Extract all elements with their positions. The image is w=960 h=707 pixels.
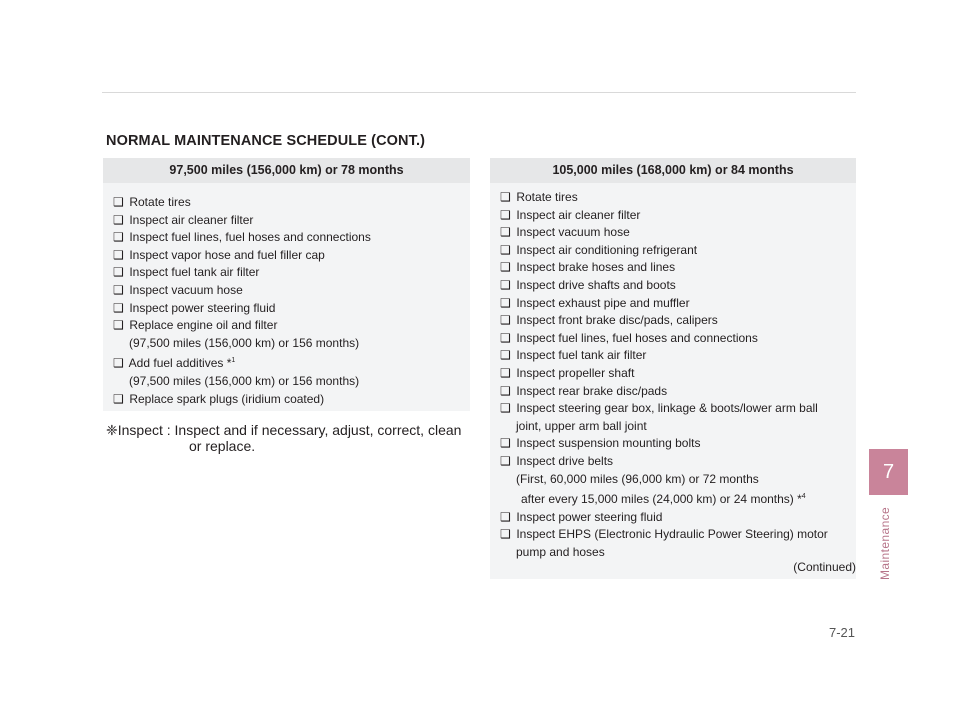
- checkbox-icon: ❑: [500, 277, 511, 292]
- list-item: ❑ Inspect power steering fluid: [113, 300, 470, 318]
- checkbox-icon: ❑: [113, 265, 124, 280]
- checkbox-icon: ❑: [113, 230, 124, 245]
- checkbox-icon: ❑: [113, 282, 124, 297]
- note-line: ❈Inspect : Inspect and if necessary, adjust, correct, clean: [106, 422, 462, 438]
- checkbox-icon: ❑: [113, 356, 124, 371]
- page-number: 7-21: [828, 625, 855, 640]
- list-item: ❑ Inspect suspension mounting bolts: [500, 435, 856, 453]
- checkbox-icon: ❑: [500, 348, 511, 363]
- list-item: ❑ Inspect fuel tank air filter: [500, 347, 856, 365]
- list-item: ❑ Inspect air conditioning refrigerant: [500, 242, 856, 260]
- checkbox-icon: ❑: [500, 207, 511, 222]
- checkbox-icon: ❑: [500, 365, 511, 380]
- list-item: ❑ Inspect air cleaner filter: [500, 207, 856, 225]
- list-item-detail: joint, upper arm ball joint: [516, 418, 647, 433]
- chapter-tab: 7: [869, 449, 908, 495]
- list-item: ❑ Inspect rear brake disc/pads: [500, 383, 856, 401]
- section-title: NORMAL MAINTENANCE SCHEDULE (CONT.): [106, 133, 426, 149]
- list-item: ❑ Inspect vacuum hose: [500, 224, 856, 242]
- checkbox-icon: ❑: [113, 195, 124, 209]
- schedule-card-97500: [103, 158, 470, 411]
- list-item: ❑ Inspect brake hoses and lines: [500, 259, 856, 277]
- checkbox-icon: ❑: [500, 383, 511, 398]
- list-item: ❑ Inspect propeller shaft: [500, 365, 856, 383]
- list-item-detail: pump and hoses: [516, 544, 605, 559]
- footnote-ref: 1: [231, 357, 236, 365]
- note-symbol-icon: ❈: [106, 422, 118, 438]
- card-body: [103, 183, 470, 408]
- footnote-ref: 4: [801, 493, 806, 501]
- list-item: ❑ Inspect exhaust pipe and muffler: [500, 295, 856, 313]
- list-item: ❑ Inspect front brake disc/pads, calipers: [500, 312, 856, 330]
- checkbox-icon: ❑: [113, 212, 124, 227]
- card-body: [490, 183, 856, 561]
- list-item-detail: after every 15,000 miles (24,000 km) or 24 months) *$^4$: [521, 492, 806, 507]
- list-item: ❑ Inspect power steering fluid: [500, 509, 856, 527]
- checkbox-icon: ❑: [113, 318, 124, 333]
- schedule-card-105000: [490, 158, 856, 579]
- list-item: ❑ Inspect fuel lines, fuel hoses and connections: [113, 229, 470, 247]
- list-item: ❑ Rotate tires: [500, 189, 856, 207]
- list-item: ❑ Inspect EHPS (Electronic Hydraulic Power Steering) motor: [500, 526, 856, 544]
- checkbox-icon: ❑: [500, 242, 511, 257]
- top-rule: [102, 92, 856, 93]
- checkbox-icon: ❑: [113, 391, 124, 406]
- note-line: or replace.: [189, 438, 256, 454]
- checkbox-icon: ❑: [113, 247, 124, 262]
- list-item: ❑ Rotate tires: [113, 194, 470, 212]
- checkbox-icon: ❑: [500, 453, 511, 468]
- chapter-label: Maintenance: [878, 506, 892, 580]
- continued-label: (Continued): [793, 560, 856, 574]
- card-header: 105,000 miles (168,000 km) or 84 months: [490, 158, 856, 183]
- checkbox-icon: ❑: [500, 190, 511, 204]
- list-item-detail: (97,500 miles (156,000 km) or 156 months): [129, 373, 360, 388]
- list-item-detail: (97,500 miles (156,000 km) or 156 months): [129, 335, 360, 350]
- list-item: ❑ Inspect vacuum hose: [113, 282, 470, 300]
- checkbox-icon: ❑: [500, 436, 511, 451]
- checkbox-icon: ❑: [500, 330, 511, 345]
- checkbox-icon: ❑: [500, 527, 511, 542]
- checkbox-icon: ❑: [500, 313, 511, 328]
- list-item: ❑ Inspect air cleaner filter: [113, 212, 470, 230]
- checkbox-icon: ❑: [500, 295, 511, 310]
- list-item: ❑ Inspect drive shafts and boots: [500, 277, 856, 295]
- list-item: ❑ Replace spark plugs (iridium coated): [113, 391, 470, 409]
- list-item: ❑ Inspect steering gear box, linkage & boots/lower arm ball: [500, 400, 856, 418]
- checkbox-icon: ❑: [500, 260, 511, 275]
- checkbox-icon: ❑: [500, 401, 511, 416]
- list-item: ❑ Add fuel additives *$^1$: [113, 352, 470, 373]
- checkbox-icon: ❑: [500, 509, 511, 524]
- checkbox-icon: ❑: [113, 300, 124, 315]
- checkbox-icon: ❑: [500, 225, 511, 240]
- list-item: ❑ Inspect fuel tank air filter: [113, 264, 470, 282]
- card-header: 97,500 miles (156,000 km) or 78 months: [103, 158, 470, 183]
- inspect-note: [106, 422, 461, 454]
- list-item-detail: (First, 60,000 miles (96,000 km) or 72 months: [516, 471, 759, 486]
- list-item: ❑ Inspect drive belts: [500, 453, 856, 471]
- list-item: ❑ Inspect fuel lines, fuel hoses and connections: [500, 330, 856, 348]
- list-item: ❑ Inspect vapor hose and fuel filler cap: [113, 247, 470, 265]
- list-item: ❑ Replace engine oil and filter: [113, 317, 470, 335]
